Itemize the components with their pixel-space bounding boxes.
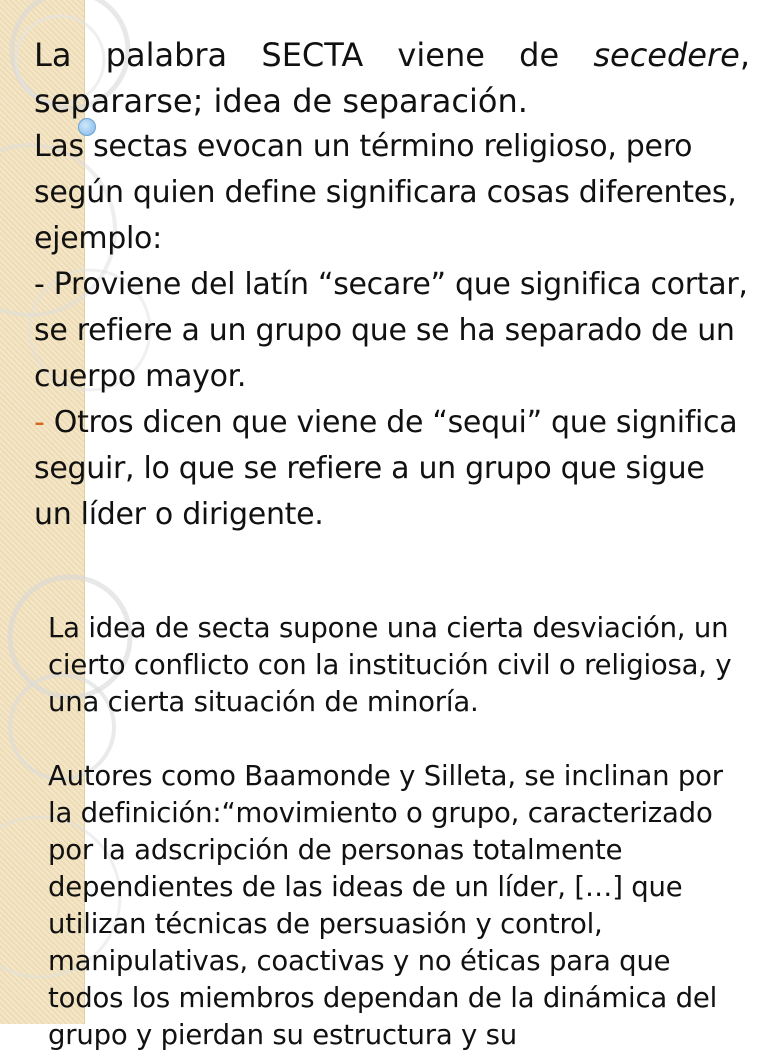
list-item-secare <box>34 262 750 400</box>
list-dash: - <box>34 267 45 302</box>
list-dash: - <box>34 405 45 440</box>
paragraph-desviacion: La idea de secta supone una cierta desviación, un cierto conflicto con la institución civil o religiosa, y una cierta situación de minoría. <box>48 612 732 718</box>
slide-2 <box>0 577 768 1051</box>
slide-title <box>34 32 750 124</box>
list-item-text: Proviene del latín “secare” que significa cortar, se refiere a un grupo que se ha separado de un cuerpo mayor. <box>34 267 748 394</box>
paragraph-gap <box>48 721 746 758</box>
title-part-b: , separarse; idea de separación. <box>34 36 750 120</box>
list-item-text: Otros dicen que viene de “sequi” que significa seguir, lo que se refiere a un grupo que sigue un líder o dirigente. <box>34 405 738 532</box>
slide-2-content <box>48 610 746 1054</box>
paragraph-autores: Autores como Baamonde y Silleta, se inclinan por la definición:“movimiento o grupo, caracterizado por la adscripción de personas totalmente dependientes de las ideas de un líder, […] que utilizan técnicas de persuasión y control, manipulativas, coactivas y no éticas para que todos los miembros dependan de la dinámica del grupo y pierdan su estructura y su <box>48 760 723 1051</box>
title-part-a: La palabra SECTA viene de <box>34 36 594 74</box>
slide-1-content <box>34 32 750 538</box>
list-item-sequi <box>34 400 750 538</box>
intro-paragraph: Las sectas evocan un término religioso, pero según quien define significara cosas diferentes, ejemplo: <box>34 129 737 256</box>
title-emphasis: secedere <box>593 36 740 74</box>
